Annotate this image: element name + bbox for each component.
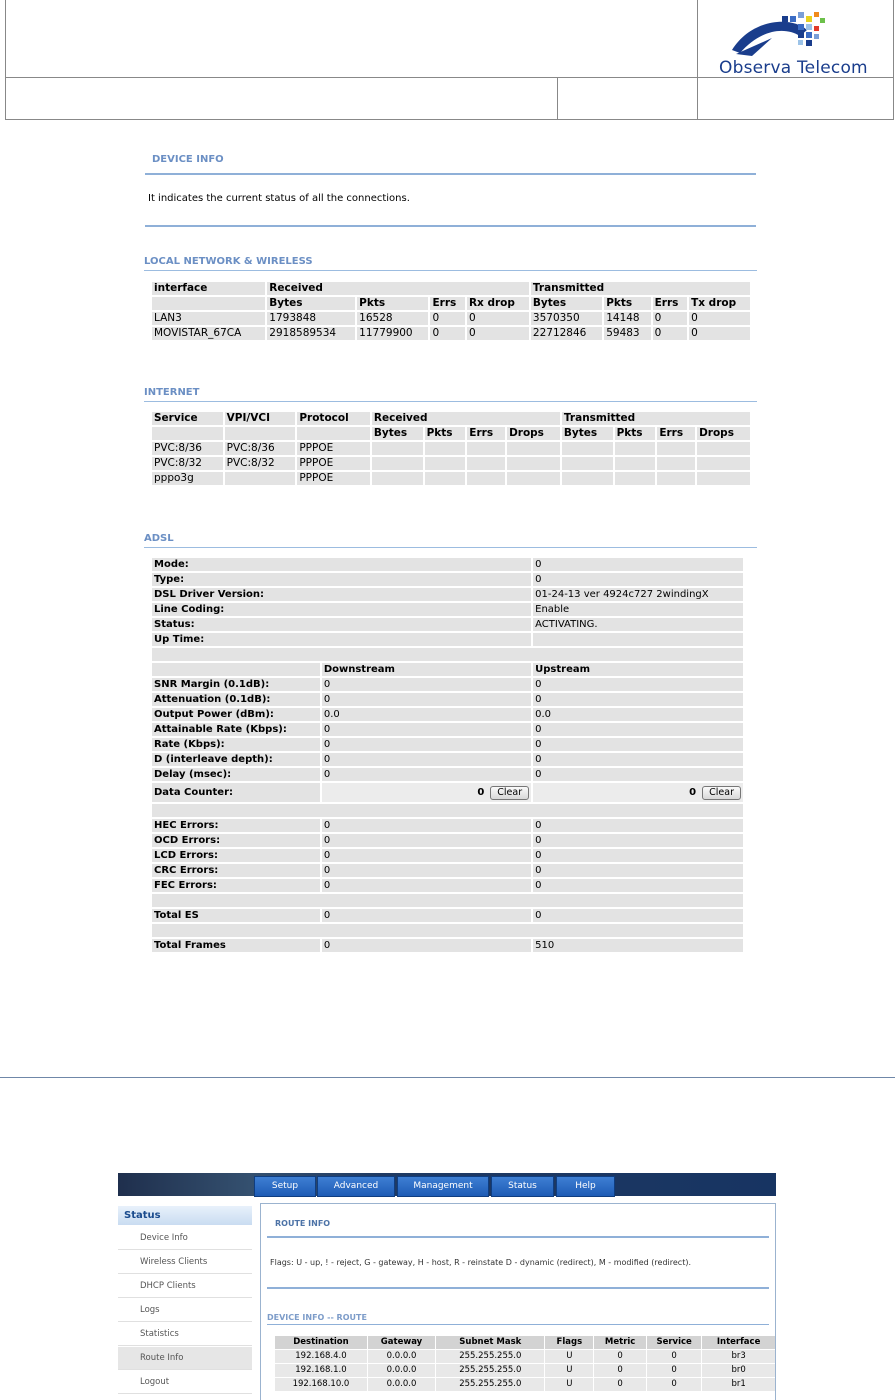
table-cell: br0 — [702, 1364, 775, 1377]
internet-title: INTERNET — [144, 387, 200, 398]
sidebar-item-route-info[interactable]: Route Info — [118, 1347, 252, 1370]
table-cell: 0 — [594, 1364, 646, 1377]
table-cell: 22712846 — [531, 327, 602, 340]
table-cell: 0 — [467, 312, 529, 325]
table-cell: 0 — [533, 693, 743, 706]
flags-legend: Flags: U - up, ! - reject, G - gateway, H - host, R - reinstate D - dynamic (redirect), M - modified (redirect). — [270, 1258, 691, 1267]
table-cell: 0 — [322, 834, 531, 847]
table-row — [275, 1364, 775, 1377]
table-cell: ACTIVATING. — [533, 618, 743, 631]
header-divider-vertical — [557, 77, 558, 119]
adsl-table — [150, 556, 745, 954]
table-cell — [507, 457, 560, 470]
table-cell: 0 — [653, 312, 687, 325]
table-cell: 0 — [647, 1378, 701, 1391]
table-cell: 01-24-13 ver 4924c727 2windingX — [533, 588, 743, 601]
table-cell: 0 — [322, 738, 531, 751]
table-cell: 0 — [653, 327, 687, 340]
tab-help[interactable]: Help — [556, 1176, 615, 1197]
table-cell — [562, 472, 613, 485]
table-header: Bytes — [372, 427, 423, 440]
table-row — [152, 618, 743, 631]
row-label: SNR Margin (0.1dB): — [152, 678, 320, 691]
route-info-screenshot — [118, 1173, 776, 1400]
table-row — [152, 753, 743, 766]
table-cell — [507, 442, 560, 455]
sidebar — [118, 1203, 252, 1400]
table-cell — [615, 472, 656, 485]
section-rule — [144, 270, 757, 271]
table-row — [152, 297, 750, 310]
data-counter-value: 0 — [689, 786, 697, 798]
table-row — [152, 783, 743, 802]
page-separator — [0, 1077, 895, 1078]
table-cell: 192.168.10.0 — [275, 1378, 367, 1391]
table-row — [152, 924, 743, 937]
device-info-title: DEVICE INFO — [152, 154, 224, 165]
table-cell: 0 — [533, 753, 743, 766]
table-cell — [152, 924, 743, 937]
table-cell: br3 — [702, 1350, 775, 1363]
table-cell — [372, 472, 423, 485]
table-row — [152, 442, 750, 455]
table-cell: 0 — [533, 768, 743, 781]
data-counter-value: 0 — [477, 786, 485, 798]
route-info-title: ROUTE INFO — [275, 1219, 331, 1228]
table-cell — [425, 442, 466, 455]
table-cell: PPPOE — [297, 457, 370, 470]
row-label: HEC Errors: — [152, 819, 320, 832]
table-cell — [533, 633, 743, 646]
table-cell — [425, 472, 466, 485]
table-cell: pppo3g — [152, 472, 223, 485]
table-cell: 0 — [322, 879, 531, 892]
table-cell — [152, 648, 743, 661]
lan-title: LOCAL NETWORK & WIRELESS — [144, 256, 313, 267]
section-rule — [267, 1324, 769, 1325]
table-header: Service — [647, 1336, 701, 1349]
table-cell: 0.0.0.0 — [368, 1350, 435, 1363]
table-header: Received — [372, 412, 560, 425]
table-cell: 0 — [533, 678, 743, 691]
table-cell: U — [545, 1364, 593, 1377]
row-label: Attainable Rate (Kbps): — [152, 723, 320, 736]
table-cell — [152, 297, 265, 310]
table-cell — [225, 472, 296, 485]
table-header: Tx drop — [689, 297, 750, 310]
table-row — [152, 864, 743, 877]
table-cell: 0.0.0.0 — [368, 1378, 435, 1391]
internet-table — [150, 410, 752, 487]
data-counter-cell — [322, 783, 531, 802]
table-cell: U — [545, 1378, 593, 1391]
table-cell: Downstream — [322, 663, 531, 676]
table-row — [152, 849, 743, 862]
table-cell: 0 — [322, 864, 531, 877]
table-row — [152, 573, 743, 586]
row-label: CRC Errors: — [152, 864, 320, 877]
table-header: Destination — [275, 1336, 367, 1349]
sidebar-item-device-info[interactable]: Device Info — [118, 1227, 252, 1250]
clear-downstream-button[interactable]: Clear — [490, 786, 529, 800]
table-row — [152, 588, 743, 601]
device-info-intro: It indicates the current status of all the connections. — [148, 193, 410, 204]
route-table — [274, 1335, 776, 1392]
table-header: Metric — [594, 1336, 646, 1349]
table-header: Bytes — [267, 297, 355, 310]
table-cell: PPPOE — [297, 442, 370, 455]
row-label: Output Power (dBm): — [152, 708, 320, 721]
table-cell: PVC:8/36 — [152, 442, 223, 455]
table-cell — [152, 894, 743, 907]
table-cell: 0.0 — [533, 708, 743, 721]
table-row — [275, 1378, 775, 1391]
table-header: Pkts — [425, 427, 466, 440]
table-header: Interface — [702, 1336, 775, 1349]
table-row — [152, 804, 743, 817]
table-header: Drops — [507, 427, 560, 440]
table-cell: 0 — [322, 768, 531, 781]
table-cell: 0 — [647, 1350, 701, 1363]
table-cell: 0 — [647, 1364, 701, 1377]
section-rule — [267, 1287, 769, 1289]
table-cell: 510 — [533, 939, 743, 952]
row-label: Rate (Kbps): — [152, 738, 320, 751]
table-cell: 0 — [689, 327, 750, 340]
table-cell: 0 — [430, 312, 464, 325]
table-row — [275, 1350, 775, 1363]
table-cell: 0 — [594, 1350, 646, 1363]
row-label: Mode: — [152, 558, 531, 571]
table-cell: 0 — [689, 312, 750, 325]
table-header: Errs — [657, 427, 695, 440]
table-cell: 0 — [533, 573, 743, 586]
table-cell — [697, 472, 750, 485]
table-row — [152, 327, 750, 340]
table-row — [152, 909, 743, 922]
table-cell: 0 — [430, 327, 464, 340]
table-cell — [225, 427, 296, 440]
table-row — [152, 678, 743, 691]
sidebar-item-statistics[interactable]: Statistics — [118, 1323, 252, 1346]
row-label: D (interleave depth): — [152, 753, 320, 766]
table-cell: 0 — [322, 939, 531, 952]
table-cell: 0 — [322, 753, 531, 766]
table-cell — [657, 442, 695, 455]
section-rule — [145, 225, 756, 227]
table-cell: 59483 — [604, 327, 650, 340]
table-header: Bytes — [531, 297, 602, 310]
table-cell — [467, 457, 505, 470]
table-header: Pkts — [604, 297, 650, 310]
row-label: Delay (msec): — [152, 768, 320, 781]
row-label: DSL Driver Version: — [152, 588, 531, 601]
table-cell — [297, 427, 370, 440]
table-cell: 0 — [533, 738, 743, 751]
table-cell: 0 — [533, 834, 743, 847]
sidebar-item-logout[interactable]: Logout — [118, 1371, 252, 1394]
table-cell — [615, 457, 656, 470]
sidebar-item-wireless-clients[interactable]: Wireless Clients — [118, 1251, 252, 1274]
row-label: FEC Errors: — [152, 879, 320, 892]
section-rule — [145, 173, 756, 175]
table-row — [152, 708, 743, 721]
table-cell: 0 — [533, 558, 743, 571]
table-cell: 0 — [533, 723, 743, 736]
table-cell: 3570350 — [531, 312, 602, 325]
table-cell: 0 — [533, 849, 743, 862]
table-cell — [657, 472, 695, 485]
table-row — [152, 472, 750, 485]
table-cell: 192.168.4.0 — [275, 1350, 367, 1363]
table-cell — [152, 663, 320, 676]
table-header: Rx drop — [467, 297, 529, 310]
table-cell — [152, 804, 743, 817]
data-counter-cell — [533, 783, 743, 802]
table-row — [152, 879, 743, 892]
table-cell: PVC:8/32 — [225, 457, 296, 470]
row-label: Attenuation (0.1dB): — [152, 693, 320, 706]
table-cell: 192.168.1.0 — [275, 1364, 367, 1377]
table-row — [152, 663, 743, 676]
table-cell — [152, 427, 223, 440]
table-cell: 1793848 — [267, 312, 355, 325]
table-cell — [615, 442, 656, 455]
table-row — [152, 412, 750, 425]
table-cell — [697, 442, 750, 455]
row-label: LCD Errors: — [152, 849, 320, 862]
table-cell: LAN3 — [152, 312, 265, 325]
table-row — [152, 648, 743, 661]
tab-advanced[interactable]: Advanced — [317, 1176, 395, 1197]
row-label: OCD Errors: — [152, 834, 320, 847]
table-cell: 0 — [533, 864, 743, 877]
row-label: Type: — [152, 573, 531, 586]
table-cell: 16528 — [357, 312, 428, 325]
sidebar-item-logs[interactable]: Logs — [118, 1299, 252, 1322]
tab-status[interactable]: Status — [491, 1176, 554, 1197]
table-cell: 11779900 — [357, 327, 428, 340]
clear-upstream-button[interactable]: Clear — [702, 786, 741, 800]
table-cell: MOVISTAR_67CA — [152, 327, 265, 340]
table-cell: br1 — [702, 1378, 775, 1391]
header-divider-vertical — [697, 0, 698, 119]
table-cell: 255.255.255.0 — [436, 1378, 544, 1391]
table-cell: PVC:8/32 — [152, 457, 223, 470]
table-cell: 255.255.255.0 — [436, 1364, 544, 1377]
table-row — [152, 603, 743, 616]
row-label: Data Counter: — [152, 783, 320, 802]
table-cell: 0 — [533, 879, 743, 892]
table-header: Protocol — [297, 412, 370, 425]
table-cell — [562, 457, 613, 470]
table-row — [152, 282, 750, 295]
logo-text: Observa Telecom — [719, 58, 868, 78]
table-header: VPI/VCI — [225, 412, 296, 425]
table-cell: 0 — [322, 819, 531, 832]
table-row — [152, 768, 743, 781]
table-header: Service — [152, 412, 223, 425]
table-cell — [562, 442, 613, 455]
table-row — [152, 894, 743, 907]
table-header: Errs — [653, 297, 687, 310]
table-row — [275, 1336, 775, 1349]
table-header: Received — [267, 282, 529, 295]
table-header: Subnet Mask — [436, 1336, 544, 1349]
table-cell: PVC:8/36 — [225, 442, 296, 455]
table-cell — [467, 442, 505, 455]
table-row — [152, 558, 743, 571]
table-header: Errs — [430, 297, 464, 310]
section-rule — [144, 401, 757, 402]
tab-management[interactable]: Management — [397, 1176, 489, 1197]
table-row — [152, 693, 743, 706]
lan-table — [150, 280, 752, 342]
table-header: Transmitted — [531, 282, 750, 295]
adsl-title: ADSL — [144, 533, 174, 544]
table-cell — [372, 457, 423, 470]
table-header: Gateway — [368, 1336, 435, 1349]
table-cell: 255.255.255.0 — [436, 1350, 544, 1363]
table-cell: Upstream — [533, 663, 743, 676]
table-cell: 0 — [533, 819, 743, 832]
table-cell: 0 — [467, 327, 529, 340]
table-row — [152, 738, 743, 751]
sidebar-title: Status — [118, 1206, 252, 1225]
table-cell: U — [545, 1350, 593, 1363]
table-row — [152, 939, 743, 952]
table-cell: 2918589534 — [267, 327, 355, 340]
table-row — [152, 427, 750, 440]
table-cell — [507, 472, 560, 485]
table-cell: 0 — [322, 909, 531, 922]
table-cell — [372, 442, 423, 455]
table-cell: PPPOE — [297, 472, 370, 485]
row-label: Total Frames — [152, 939, 320, 952]
table-cell — [425, 457, 466, 470]
table-header: interface — [152, 282, 265, 295]
route-subtitle: DEVICE INFO -- ROUTE — [267, 1313, 367, 1322]
tab-setup[interactable]: Setup — [254, 1176, 316, 1197]
table-row — [152, 312, 750, 325]
table-row — [152, 819, 743, 832]
table-cell — [467, 472, 505, 485]
table-cell: 0 — [533, 909, 743, 922]
section-rule — [267, 1236, 769, 1238]
table-row — [152, 633, 743, 646]
table-cell: 0 — [322, 723, 531, 736]
table-header: Bytes — [562, 427, 613, 440]
table-row — [152, 457, 750, 470]
table-row — [152, 834, 743, 847]
table-header: Transmitted — [562, 412, 750, 425]
table-cell: Enable — [533, 603, 743, 616]
row-label: Status: — [152, 618, 531, 631]
sidebar-item-dhcp-clients[interactable]: DHCP Clients — [118, 1275, 252, 1298]
table-header: Pkts — [357, 297, 428, 310]
table-cell: 0.0.0.0 — [368, 1364, 435, 1377]
table-header: Drops — [697, 427, 750, 440]
row-label: Total ES — [152, 909, 320, 922]
table-cell: 0 — [322, 693, 531, 706]
row-label: Line Coding: — [152, 603, 531, 616]
top-nav-bar — [118, 1173, 776, 1196]
table-cell: 0 — [594, 1378, 646, 1391]
section-rule — [144, 547, 757, 548]
table-header: Errs — [467, 427, 505, 440]
table-cell — [657, 457, 695, 470]
table-cell: 0 — [322, 849, 531, 862]
table-header: Pkts — [615, 427, 656, 440]
table-row — [152, 723, 743, 736]
row-label: Up Time: — [152, 633, 531, 646]
table-cell: 0.0 — [322, 708, 531, 721]
table-header: Flags — [545, 1336, 593, 1349]
table-cell: 14148 — [604, 312, 650, 325]
table-cell — [697, 457, 750, 470]
table-cell: 0 — [322, 678, 531, 691]
